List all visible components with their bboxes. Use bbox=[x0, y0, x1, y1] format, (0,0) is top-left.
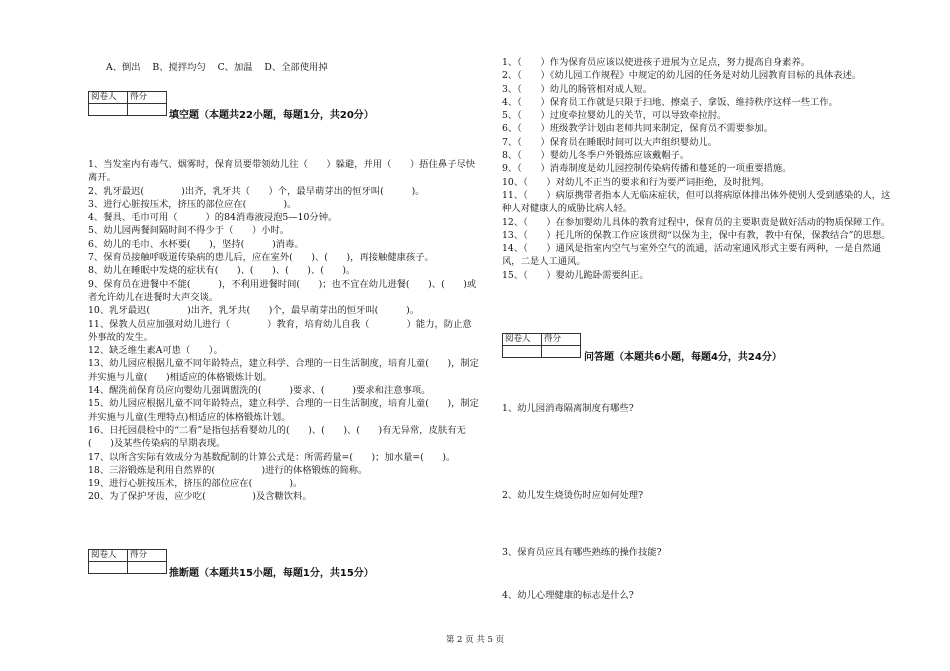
score-box-qa bbox=[502, 333, 581, 358]
fill-question: 6、幼儿的毛巾、水杯要( )，坚持( )消毒。 bbox=[88, 238, 304, 250]
judge-question: 13、（ ）托儿所的保教工作应该贯彻“以保为主，保中有教，教中有保，保教结合”的思想。 bbox=[502, 229, 891, 241]
judge-question-list bbox=[502, 56, 894, 282]
grader-label: 阅卷人 bbox=[89, 92, 128, 104]
fill-question: 15、幼儿园应根据儿童不同年龄特点，建立科学、合理的一日生活制度，培育儿童( )，制定并实施与儿童(生理特点)相适应的体格锻炼计划。 bbox=[88, 398, 479, 423]
grader-label: 阅卷人 bbox=[89, 550, 128, 562]
fill-section-title: 填空题（本题共22小题，每题1分，共20分） bbox=[169, 110, 374, 121]
qa-section-title: 问答题（本题共6小题，每题4分，共24分） bbox=[584, 352, 782, 363]
judge-question: 7、（ ）保育员在睡眠时间可以大声组织婴幼儿。 bbox=[502, 136, 718, 148]
fill-question: 7、保育员接触呼吸道传染病的患儿后，应在室外( )、( )，再接触健康孩子。 bbox=[88, 252, 434, 264]
fill-question: 14、醒洗前保育员应向婴幼儿强调盥洗的( )要求、( )要求和注意事项。 bbox=[88, 385, 431, 397]
judge-question: 12、（ ）在参加婴幼儿具体的教育过程中，保育员的主要职责是做好活动的物质保障工作。 bbox=[502, 216, 891, 228]
judge-question: 5、（ ）过度牵拉婴幼儿的关节，可以导致牵拉肘。 bbox=[502, 110, 727, 122]
fill-question: 3、进行心脏按压术，挤压的部位应在( )。 bbox=[88, 198, 297, 210]
score-box-fill bbox=[88, 91, 167, 116]
score-label: 得分 bbox=[542, 334, 581, 346]
page-footer: 第 2 页 共 5 页 bbox=[445, 635, 505, 645]
fill-question: 19、进行心脏按压术，挤压的部位应在( )。 bbox=[88, 478, 303, 490]
fill-question: 17、以所含实际有效成分为基数配制的计算公式是：所需药量=( )；加水量=( )。 bbox=[88, 451, 456, 463]
judge-question: 3、（ ）幼儿的肠管相对成人短。 bbox=[502, 83, 653, 95]
judge-question: 8、（ ）婴幼儿冬季户外锻炼应该戴帽子。 bbox=[502, 150, 690, 162]
fill-question: 10、乳牙最迟( )出齐，乳牙共( )个，最早萌芽出的恒牙叫( )。 bbox=[88, 305, 420, 317]
fill-question: 5、幼儿园两餐间隔时间不得少于（ ）小时。 bbox=[88, 225, 290, 237]
fill-question: 13、幼儿园应根据儿童不同年龄特点，建立科学、合理的一日生活制度，培育儿童( )，制定并实施与儿童( )相适应的体格锻炼计划。 bbox=[88, 358, 479, 383]
fill-question-list bbox=[88, 158, 480, 504]
score-box-judge bbox=[88, 549, 167, 574]
qa-question: 3、保育员应具有哪些熟练的操作技能? bbox=[502, 547, 662, 558]
fill-question: 8、幼儿在睡眠中发烧的症状有( )、( )、( )、( )。 bbox=[88, 265, 356, 277]
judge-question: 4、（ ）保育员工作就是只限于扫地、擦桌子、拿饭、维持秩序这样一些工作。 bbox=[502, 96, 838, 108]
judge-question: 2、（ ）《幼儿园工作规程》中规定的幼儿园的任务是对幼儿园教育目标的具体表述。 bbox=[502, 70, 862, 82]
fill-question: 20、为了保护牙齿，应少吃( )及含糖饮料。 bbox=[88, 491, 312, 503]
fill-question: 12、缺乏维生素A可患（ ）。 bbox=[88, 345, 223, 357]
qa-question: 4、幼儿心理健康的标志是什么? bbox=[502, 590, 634, 601]
judge-question: 14、（ ）通风是指室内空气与室外空气的流通，活动室通风形式主要有两种，一是自然通风，二是人工通风。 bbox=[502, 243, 882, 268]
score-label: 得分 bbox=[128, 550, 167, 562]
multiple-choice-options: A、倒出 B、搅拌均匀 C、加温 D、全部使用掉 bbox=[106, 62, 328, 73]
judge-question: 9、（ ）消毒制度是幼儿园控制传染病传播和蔓延的一项重要措施。 bbox=[502, 163, 792, 175]
fill-question: 16、日托园晨检中的“二看”是指包括看婴幼儿的( )、( )、( )有无异常，皮肤有无( )及某些传染病的早期表现。 bbox=[88, 424, 466, 450]
judge-question: 10、（ ）对幼儿不正当的要求和行为要严词拒绝，及时批判。 bbox=[502, 176, 770, 188]
fill-question: 9、保育员在进餐中不能( )，不利用进餐时间( )；也不宜在幼儿进餐( )、( )或者允许幼儿在进餐时大声交谈。 bbox=[88, 278, 477, 303]
judge-question: 15、（ ）婴幼儿跪卧需要纠正。 bbox=[502, 269, 649, 281]
fill-question: 1、当发室内有毒气、烟雾时，保育员要带领幼儿往（ ）躲避，并用（ ）捂住鼻子尽快离开。 bbox=[88, 159, 476, 184]
fill-question: 4、餐具、毛巾可用（ ）的84消毒液浸泡5—10分钟。 bbox=[88, 212, 338, 224]
judge-question: 6、（ ）班级教学计划由老师共同来制定，保育员不需要参加。 bbox=[502, 123, 773, 135]
judge-section-title: 推断题（本题共15小题，每题1分，共15分） bbox=[169, 568, 374, 579]
grader-label: 阅卷人 bbox=[503, 334, 542, 346]
judge-question: 11、（ ）病原携带者指本人无临床症状，但可以将病原体排出体外使别人受到感染的人，这种人对健康人的威胁比病人轻。 bbox=[502, 189, 891, 215]
fill-question: 18、三浴锻炼是利用自然界的( )进行的体格锻炼的简称。 bbox=[88, 464, 368, 476]
fill-question: 11、保教人员应加强对幼儿进行（ ）教育，培育幼儿自我（ ）能力，防止意外事故的发生。 bbox=[88, 318, 472, 343]
score-label: 得分 bbox=[128, 92, 167, 104]
judge-question: 1、（ ）作为保育员应该以使进孩子进展为立足点，努力提高自身素养。 bbox=[502, 57, 811, 68]
qa-question: 2、幼儿发生烧烫伤时应如何处理? bbox=[502, 490, 644, 501]
qa-question: 1、幼儿园消毒隔离制度有哪些? bbox=[502, 403, 634, 414]
fill-question: 2、乳牙最迟( )出齐，乳牙共（ ）个，最早萌芽出的恒牙叫( )。 bbox=[88, 185, 425, 197]
